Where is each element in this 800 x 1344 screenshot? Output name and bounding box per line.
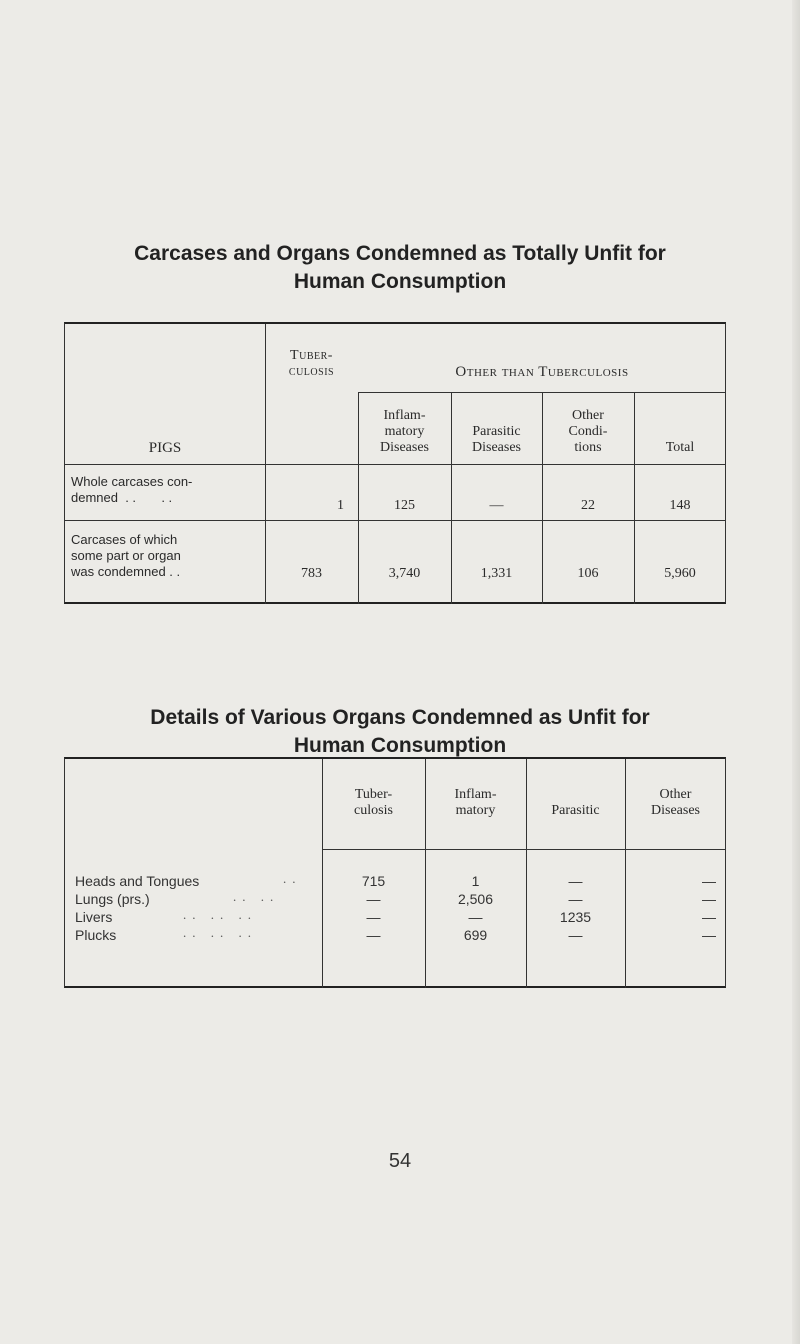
table1-title-line1: Carcases and Organs Condemned as Totally Unfit for [134,242,666,265]
cell2-r1-other: — [702,873,716,889]
cell2-r1-inflammatory: 1 [471,873,480,889]
cell2-r3-other: — [702,909,716,925]
cell-r2-inflammatory: 3,740 [388,566,421,581]
cell2-r3-parasitic: 1235 [559,909,592,925]
cell2-r4-other: — [702,927,716,943]
cell2-r2-parasitic: — [568,891,583,907]
cell2-r2-inflammatory: 2,506 [457,891,494,907]
row2-label-livers: Livers [75,909,113,925]
table2-title-line1: Details of Various Organs Condemned as Unfit for [150,706,650,729]
row2-label-heads-tongues: Heads and Tongues [75,873,200,889]
cell2-r3-inflammatory: — [468,909,483,925]
header-tuberculosis: Tuber- culosis [288,348,335,379]
cell2-r3-tuberculosis: — [366,909,381,925]
page-edge [792,0,800,1344]
cell2-r4-tuberculosis: — [366,927,381,943]
header2-inflammatory: Inflam- matory [454,787,497,818]
header-inflammatory: Inflam- matory Diseases [380,408,429,455]
cell-r1-tuberculosis: 1 [337,498,344,513]
header2-tuberculosis: Tuber- culosis [354,787,393,818]
cell2-r4-inflammatory: 699 [463,927,488,943]
cell2-r2-tuberculosis: — [366,891,381,907]
cell2-r4-parasitic: — [568,927,583,943]
cell-r1-total: 148 [669,498,691,513]
cell-r1-inflammatory: 125 [394,498,415,513]
table1-title [0,240,800,296]
cell2-r2-other: — [702,891,716,907]
cell-r1-other: 22 [581,498,595,513]
table2-title-line2: Human Consumption [293,734,507,757]
header2-parasitic: Parasitic [551,803,600,818]
header-total: Total [665,440,695,455]
carcases-table [64,322,726,604]
row-label-whole-carcases: Whole carcases con- demned . . . . [71,474,193,505]
table1-title-line2: Human Consumption [293,270,507,293]
header-other-conditions: Other Condi- tions [568,408,608,455]
header-other-than-tuberculosis: Other than Tuberculosis [455,364,629,380]
cell-r2-parasitic: 1,331 [480,566,513,581]
table2-title [0,704,800,760]
cell-r2-tuberculosis: 783 [301,566,322,581]
row2-label-plucks: Plucks [75,927,117,943]
corner-label: PIGS [148,440,182,456]
cell-r1-parasitic: — [489,498,504,513]
header-parasitic: Parasitic Diseases [472,424,521,455]
page-number: 54 [388,1150,412,1172]
row-label-carcases-part-condemned: Carcases of which some part or organ was condemned . . [71,532,181,579]
row2-label-lungs: Lungs (prs.) [75,891,150,907]
cell-r2-other: 106 [577,566,599,581]
cell2-r1-parasitic: — [568,873,583,889]
organs-table: Tuber- culosis Inflam- matory Parasitic Other Diseases Heads and Tongues .. 715 1 — — Lungs (prs.) .. .. — 2,506 — — Livers .. .. .. — — 1235 — Plucks .. .. .. — 699 — — [64,757,726,988]
header2-other-diseases: Other Diseases [651,787,700,818]
cell-r2-total: 5,960 [664,566,696,581]
cell2-r1-tuberculosis: 715 [361,873,386,889]
